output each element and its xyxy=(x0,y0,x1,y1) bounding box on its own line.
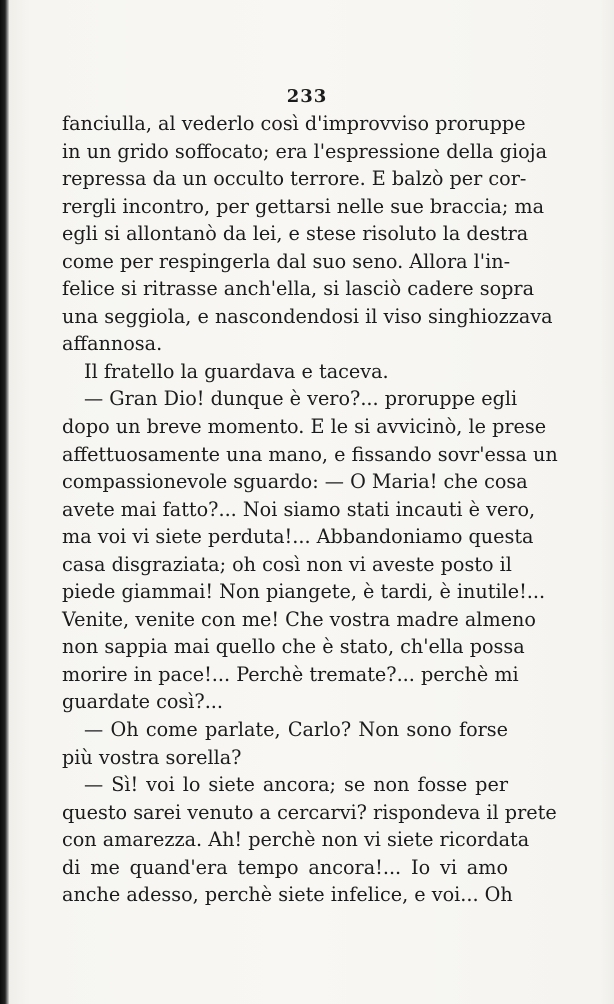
text-line: come per respingerla dal suo seno. Allora l'in- xyxy=(62,249,511,273)
text-line: Venite, venite con me! Che vostra madre almeno xyxy=(62,607,536,631)
text-line: ma voi vi siete perduta!... Abbandoniamo questa xyxy=(62,525,534,549)
bottom-margin xyxy=(0,914,614,1004)
text-line: affettuosamente una mano, e fissando sovr'essa un xyxy=(62,442,558,466)
text-line: piede giammai! Non piangete, è tardi, è inutile!... xyxy=(62,580,546,604)
page-number: 233 xyxy=(286,86,328,107)
text-line: questo sarei venuto a cercarvi? rispondeva il prete xyxy=(62,800,557,824)
text-line: non sappia mai quello che è stato, ch'ella possa xyxy=(62,635,525,659)
text-line: in un grido soffocato; era l'espressione della gioja xyxy=(62,139,548,163)
text-line: di me quand'era tempo ancora!... Io vi amo xyxy=(62,855,508,879)
text-line: egli si allontanò da lei, e stese risoluto la destra xyxy=(62,222,529,246)
text-line: felice si ritrasse anch'ella, si lasciò cadere sopra xyxy=(62,277,535,301)
text-line: dopo un breve momento. E le si avvicinò, le prese xyxy=(62,415,547,439)
text-line: rergli incontro, per gettarsi nelle sue braccia; ma xyxy=(62,194,545,218)
text-line: compassionevole sguardo: — O Maria! che cosa xyxy=(62,470,528,494)
text-line: repressa da un occulto terrore. E balzò per cor- xyxy=(62,167,527,191)
text-line: — Gran Dio! dunque è vero?... proruppe egli xyxy=(84,387,518,411)
book-binding-edge xyxy=(0,0,9,1004)
text-line: avete mai fatto?... Noi siamo stati incauti è vero, xyxy=(62,497,536,521)
text-line: fanciulla, al vederlo così d'improvviso proruppe xyxy=(62,112,526,135)
text-line: anche adesso, perchè siete infelice, e voi... Oh xyxy=(62,883,513,907)
text-line: Il fratello la guardava e taceva. xyxy=(84,359,389,383)
body-text xyxy=(62,110,558,909)
text-line: una seggiola, e nascondendosi il viso singhiozzava xyxy=(62,304,553,328)
text-line: — Sì! voi lo siete ancora; se non fosse per xyxy=(84,773,508,797)
text-line: — Oh come parlate, Carlo? Non sono forse xyxy=(84,718,508,742)
text-line: casa disgraziata; oh così non vi aveste posto il xyxy=(62,552,512,576)
text-line: morire in pace!... Perchè tremate?... perchè mi xyxy=(62,662,519,686)
text-line: guardate così?... xyxy=(62,690,224,714)
text-line: affannosa. xyxy=(62,332,163,356)
text-line: più vostra sorella? xyxy=(62,745,242,769)
text-line: con amarezza. Ah! perchè non vi siete ricordata xyxy=(62,828,530,852)
